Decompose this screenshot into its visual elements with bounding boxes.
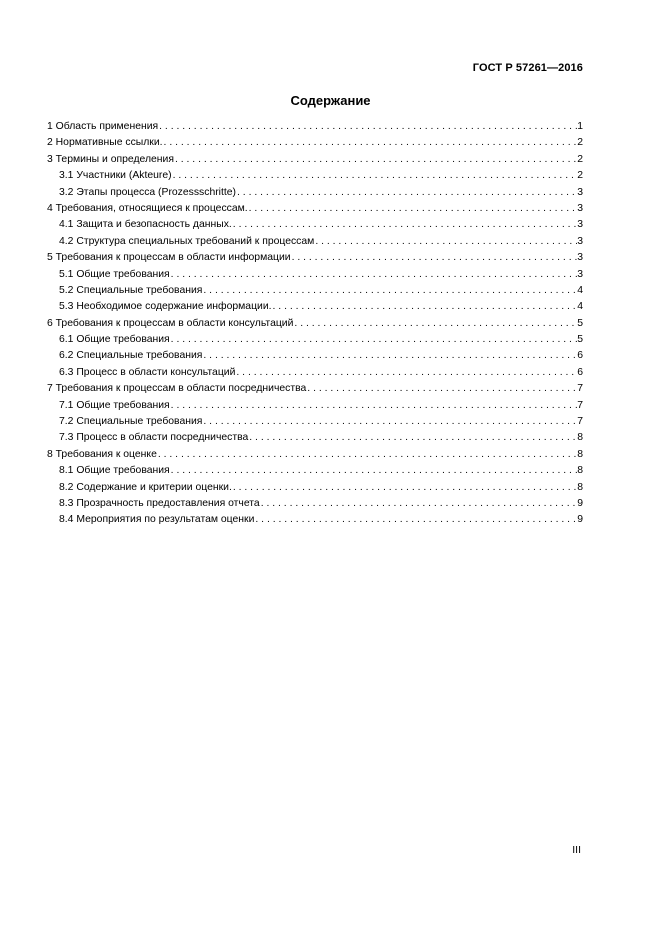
toc-entry-label: 5 Требования к процессам в области информации [47, 252, 291, 264]
toc-entry-page: 5 [577, 334, 583, 346]
toc-entry[interactable] [47, 152, 583, 168]
toc-entry-label: 6 Требования к процессам в области консультаций [47, 317, 294, 329]
toc-entry-label: 7.2 Специальные требования [59, 416, 203, 428]
toc-entry-page: 4 [577, 284, 583, 296]
toc-entry[interactable] [47, 496, 583, 512]
toc-entry-label: 3.2 Этапы процесса (Prozessschritte) [59, 186, 237, 198]
table-of-contents [47, 119, 583, 529]
toc-entry-page: 3 [577, 202, 583, 214]
toc-entry[interactable] [47, 217, 583, 233]
toc-entry-label: 7.1 Общие требования [59, 399, 170, 411]
toc-entry[interactable] [47, 168, 583, 184]
toc-entry[interactable] [47, 201, 583, 217]
toc-entry-label: 5.1 Общие требования [59, 268, 170, 280]
toc-entry-page: 4 [577, 301, 583, 313]
toc-dot-leader [260, 496, 578, 512]
toc-dot-leader [248, 201, 578, 217]
toc-entry-page: 6 [577, 350, 583, 362]
toc-dot-leader [202, 414, 577, 430]
toc-entry[interactable] [47, 234, 583, 250]
toc-entry[interactable] [47, 365, 583, 381]
toc-entry[interactable] [47, 480, 583, 496]
toc-entry-page: 7 [577, 383, 583, 395]
toc-entry-label: 3 Термины и определения [47, 153, 174, 165]
toc-entry[interactable] [47, 332, 583, 348]
toc-entry-label: 4.2 Структура специальных требований к процессам [59, 235, 315, 247]
toc-entry-label: 8.4 Мероприятия по результатам оценки [59, 514, 255, 526]
toc-entry-label: 3.1 Участники (Akteure) [59, 170, 172, 182]
toc-entry-page: 1 [577, 121, 583, 132]
toc-dot-leader [202, 348, 577, 364]
toc-entry-page: 8 [577, 481, 583, 493]
toc-dot-leader [306, 381, 577, 397]
toc-entry-label: 8.3 Прозрачность предоставления отчета [59, 497, 260, 509]
toc-dot-leader [170, 463, 578, 479]
toc-dot-leader [170, 398, 578, 414]
toc-entry-label: 7.3 Процесс в области посредничества [59, 432, 249, 444]
toc-entry-label: 6.3 Процесс в области консультаций [59, 366, 236, 378]
toc-entry-page: 2 [577, 170, 583, 182]
toc-dot-leader [314, 234, 577, 250]
toc-entry[interactable] [47, 512, 583, 528]
page-number: III [572, 844, 581, 856]
toc-entry[interactable] [47, 185, 583, 201]
toc-entry-page: 8 [577, 432, 583, 444]
toc-entry-page: 7 [577, 399, 583, 411]
toc-entry-page: 6 [577, 366, 583, 378]
toc-entry-page: 5 [577, 317, 583, 329]
toc-entry-label: 6.2 Специальные требования [59, 350, 203, 362]
toc-entry-label: 4.1 Защита и безопасность данных. [59, 219, 232, 231]
toc-entry[interactable] [47, 381, 583, 397]
toc-entry-page: 3 [577, 252, 583, 264]
toc-dot-leader [232, 217, 577, 233]
toc-entry[interactable] [47, 414, 583, 430]
toc-entry-label: 5.2 Специальные требования [59, 284, 203, 296]
toc-entry-page: 7 [577, 416, 583, 428]
toc-entry[interactable] [47, 250, 583, 266]
toc-entry-page: 9 [577, 497, 583, 509]
toc-entry-page: 3 [577, 219, 583, 231]
toc-entry-label: 2 Нормативные ссылки. [47, 137, 163, 149]
toc-dot-leader [293, 316, 577, 332]
toc-entry-label: 5.3 Необходимое содержание информации. [59, 301, 272, 313]
toc-entry-page: 8 [577, 448, 583, 460]
toc-entry[interactable] [47, 430, 583, 446]
toc-entry[interactable] [47, 447, 583, 463]
toc-entry-page: 3 [577, 235, 583, 247]
toc-dot-leader [158, 119, 577, 135]
toc-entry-label: 7 Требования к процессам в области посредничества [47, 383, 307, 395]
toc-dot-leader [170, 332, 578, 348]
toc-dot-leader [157, 447, 577, 463]
toc-dot-leader [202, 283, 577, 299]
toc-title: Содержание [290, 93, 371, 108]
toc-dot-leader [170, 267, 578, 283]
toc-dot-leader [163, 135, 578, 151]
toc-entry[interactable] [47, 348, 583, 364]
toc-entry-page: 3 [577, 268, 583, 280]
toc-entry-page: 3 [577, 186, 583, 198]
toc-dot-leader [235, 365, 577, 381]
toc-entry[interactable] [47, 316, 583, 332]
toc-entry-label: 8.2 Содержание и критерии оценки. [59, 481, 232, 493]
toc-dot-leader [272, 299, 578, 315]
toc-entry-page: 2 [577, 153, 583, 165]
toc-entry-label: 8.1 Общие требования [59, 465, 170, 477]
toc-entry-page: 8 [577, 465, 583, 477]
toc-entry[interactable] [47, 267, 583, 283]
toc-entry[interactable] [47, 283, 583, 299]
toc-entry-label: 8 Требования к оценке [47, 448, 157, 460]
toc-dot-leader [232, 480, 577, 496]
toc-entry-label: 1 Область применения [47, 121, 159, 132]
toc-dot-leader [236, 185, 577, 201]
toc-dot-leader [248, 430, 577, 446]
toc-dot-leader [174, 152, 577, 168]
toc-entry-label: 4 Требования, относящиеся к процессам. [47, 202, 248, 214]
toc-entry[interactable] [47, 135, 583, 151]
document-code: ГОСТ Р 57261—2016 [472, 62, 583, 74]
toc-entry-page: 2 [577, 137, 583, 149]
toc-entry[interactable] [47, 463, 583, 479]
toc-entry[interactable] [47, 398, 583, 414]
toc-entry-page: 9 [577, 514, 583, 526]
toc-dot-leader [254, 512, 577, 528]
toc-dot-leader [172, 168, 578, 184]
toc-entry[interactable] [47, 119, 583, 135]
toc-entry[interactable] [47, 299, 583, 315]
toc-entry-label: 6.1 Общие требования [59, 334, 170, 346]
toc-dot-leader [291, 250, 578, 266]
